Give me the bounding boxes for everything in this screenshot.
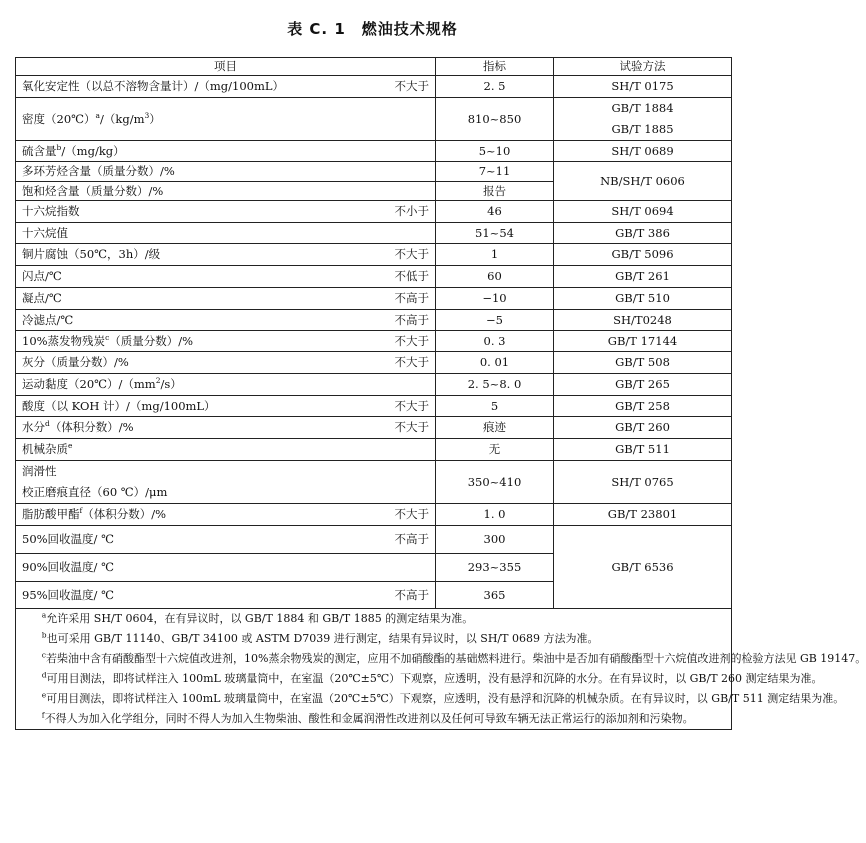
row-value: 2. 5~8. 0 xyxy=(436,374,554,396)
table-header-row xyxy=(16,58,732,76)
row-item: 90%回收温度/ ℃ xyxy=(16,554,369,582)
row-method: SH/T 0689 xyxy=(554,141,732,162)
table-row xyxy=(16,331,732,352)
table-row xyxy=(16,396,732,417)
row-item: 运动黏度$(20℃)/(mm^2/s)$ xyxy=(16,374,369,396)
table-row xyxy=(16,162,732,182)
row-limit: 不大于 xyxy=(369,352,436,374)
row-method: GB/T 510 xyxy=(554,288,732,310)
table-row xyxy=(16,141,732,162)
row-item: 十六烷指数 xyxy=(16,201,369,223)
row-method: GB/T 508 xyxy=(554,352,732,374)
header-method: 试验方法 xyxy=(554,58,732,76)
row-value: 5~10 xyxy=(436,141,554,162)
row-value: 2. 5 xyxy=(436,76,554,98)
footnote: $^b$也可采用 GB/T 11140、GB/T 34100 或 ASTM D7039 进行测定，结果有异议时，以 SH/T 0689 方法为准。 xyxy=(41,630,599,645)
row-value: 报告 xyxy=(436,182,554,201)
table-row xyxy=(16,352,732,374)
table-title: 表 C. 1 燃油技术规格 xyxy=(287,20,458,38)
row-item: 脂肪酸甲酯$^f$（体积分数）/% xyxy=(16,504,369,526)
table-row xyxy=(16,417,732,439)
row-limit: 不大于 xyxy=(369,504,436,526)
row-item: 铜片腐蚀（50℃，3h）/级 xyxy=(16,244,369,266)
row-value: −10 xyxy=(436,288,554,310)
row-value: 7~11 xyxy=(436,162,554,182)
table-row xyxy=(16,310,732,331)
row-method: GB/T 258 xyxy=(554,396,732,417)
row-method: GB/T 265 xyxy=(554,374,732,396)
row-item: 密度$(20℃)^a/(kg/m^3)$ xyxy=(16,98,369,141)
footnote: $^a$允许采用 SH/T 0604，在有异议时，以 GB/T 1884 和 GB/T 1885 的测定结果为准。 xyxy=(41,610,474,625)
row-item: 十六烷值 xyxy=(16,223,369,244)
row-limit xyxy=(369,461,436,504)
table-row xyxy=(16,526,732,554)
row-value: 46 xyxy=(436,201,554,223)
footnote-mark: e xyxy=(68,441,73,451)
row-method: GB/T 17144 xyxy=(554,331,732,352)
row-value: 350~410 xyxy=(436,461,554,504)
table-row xyxy=(16,504,732,526)
row-value: 无 xyxy=(436,439,554,461)
footnote: $^f$不得人为加入化学组分，同时不得人为加入生物柴油、酸性和金属润滑性改进剂以及任何可导致车辆无法正常运行的添加剂和污染物。 xyxy=(41,710,694,725)
row-item: 冷滤点/℃ xyxy=(16,310,369,331)
table-row xyxy=(16,374,732,396)
row-value: 293~355 xyxy=(436,554,554,582)
row-limit: 不大于 xyxy=(369,331,436,352)
row-limit xyxy=(369,182,436,201)
row-limit: 不小于 xyxy=(369,201,436,223)
row-limit xyxy=(369,223,436,244)
row-value: 810~850 xyxy=(436,98,554,141)
row-item: 氧化安定性（以总不溶物含量计）/（mg/100mL） xyxy=(16,76,369,98)
row-limit: 不高于 xyxy=(369,310,436,331)
row-item: 凝点/℃ xyxy=(16,288,369,310)
row-item: 多环芳烃含量（质量分数）/% xyxy=(16,162,369,182)
row-limit: 不大于 xyxy=(369,244,436,266)
row-limit xyxy=(369,374,436,396)
footnote: $^d$可用目测法，即将试样注入 100mL 玻璃量筒中，在室温（20℃±5℃）下观察，应透明，没有悬浮和沉降的水分。在有异议时，以 GB/T 260 测定结果为准。 xyxy=(41,670,823,685)
row-item: 润滑性 校正磨痕直径（60 ℃）/μm xyxy=(16,461,369,504)
row-item: 95%回收温度/ ℃ xyxy=(16,582,369,609)
row-value: 1. 0 xyxy=(436,504,554,526)
table-row xyxy=(16,98,732,141)
table-row xyxy=(16,288,732,310)
row-limit xyxy=(369,141,436,162)
row-method: NB/SH/T 0606 xyxy=(554,162,732,201)
row-item: 灰分（质量分数）/% xyxy=(16,352,369,374)
row-value: 51~54 xyxy=(436,223,554,244)
row-limit: 不大于 xyxy=(369,396,436,417)
row-item: 闪点/℃ xyxy=(16,266,369,288)
row-method: GB/T 261 xyxy=(554,266,732,288)
row-item: 50%回收温度/ ℃ xyxy=(16,526,369,554)
row-value: 0. 01 xyxy=(436,352,554,374)
row-method: SH/T 0694 xyxy=(554,201,732,223)
table-row xyxy=(16,76,732,98)
footnote: $^e$可用目测法，即将试样注入 100mL 玻璃量筒中，在室温（20℃±5℃）下观察，应透明，没有悬浮和沉降的机械杂质。在有异议时，以 GB/T 511 测定结果为准。 xyxy=(41,690,845,705)
table-row xyxy=(16,266,732,288)
row-limit xyxy=(369,162,436,182)
table-row xyxy=(16,223,732,244)
row-method: GB/T 6536 xyxy=(554,526,732,609)
row-method: GB/T 260 xyxy=(554,417,732,439)
row-method: GB/T 5096 xyxy=(554,244,732,266)
footnotes xyxy=(16,609,866,730)
row-value: 300 xyxy=(436,526,554,554)
footnote-mark: b xyxy=(56,142,62,152)
row-limit: 不高于 xyxy=(369,288,436,310)
row-value: 5 xyxy=(436,396,554,417)
row-item: 饱和烃含量（质量分数）/% xyxy=(16,182,369,201)
row-method: GB/T 1884 GB/T 1885 xyxy=(554,98,732,141)
row-limit: 不低于 xyxy=(369,266,436,288)
footnote-mark: f xyxy=(79,506,83,516)
row-limit: 不高于 xyxy=(369,582,436,609)
table-row xyxy=(16,439,732,461)
row-value: 60 xyxy=(436,266,554,288)
footnote-mark: d xyxy=(45,419,50,429)
footnote: $^c$若柴油中含有硝酸酯型十六烷值改进剂，10%蒸余物残炭的测定，应用不加硝酸酯的基础燃料进行。柴油中是否加有硝酸酯型十六烷值改进剂的检验方法见 GB 19147。 xyxy=(41,650,866,665)
row-limit xyxy=(369,98,436,141)
row-item: 酸度（以 KOH 计）/（mg/100mL） xyxy=(16,396,369,417)
footnotes-row xyxy=(16,609,732,730)
row-value: 365 xyxy=(436,582,554,609)
table-row xyxy=(16,461,732,504)
row-limit: 不大于 xyxy=(369,417,436,439)
header-item: 项目 xyxy=(16,58,436,76)
row-limit xyxy=(369,554,436,582)
row-limit: 不高于 xyxy=(369,526,436,554)
row-limit xyxy=(369,439,436,461)
fuel-spec-table xyxy=(15,57,866,730)
row-method: GB/T 386 xyxy=(554,223,732,244)
row-method: GB/T 23801 xyxy=(554,504,732,526)
row-value: 1 xyxy=(436,244,554,266)
row-method: SH/T0248 xyxy=(554,310,732,331)
row-method: GB/T 511 xyxy=(554,439,732,461)
row-value: 0. 3 xyxy=(436,331,554,352)
row-method: SH/T 0765 xyxy=(554,461,732,504)
row-method: SH/T 0175 xyxy=(554,76,732,98)
row-value: −5 xyxy=(436,310,554,331)
row-item: 机械杂质$^e$ xyxy=(16,439,369,461)
header-value: 指标 xyxy=(436,58,554,76)
row-limit: 不大于 xyxy=(369,76,436,98)
footnote-mark: c xyxy=(105,332,110,342)
footnote-mark: a xyxy=(95,110,100,120)
table-row xyxy=(16,201,732,223)
table-row xyxy=(16,244,732,266)
row-item: 水分$^d$（体积分数）/% xyxy=(16,417,369,439)
row-item: 10%蒸发物残炭$^c$（质量分数）/% xyxy=(16,331,369,352)
row-item: 硫含量$^b$/（mg/kg） xyxy=(16,141,369,162)
row-value: 痕迹 xyxy=(436,417,554,439)
